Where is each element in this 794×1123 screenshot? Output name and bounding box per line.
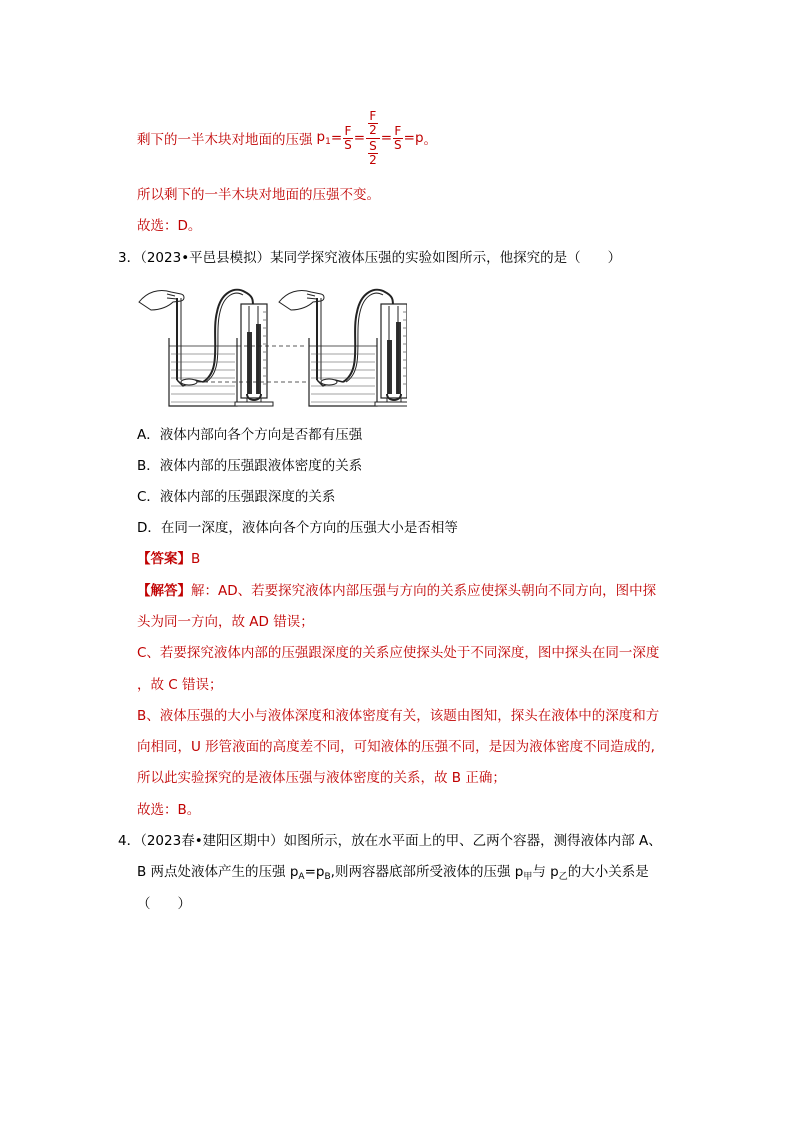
q3-analysis-line-3: C、若要探究液体内部的压强跟深度的关系应使探头处于不同深度，图中探头在同一深度: [137, 645, 660, 661]
equals-sign: =: [353, 130, 366, 146]
q3-analysis-line-5: B、液体压强的大小与液体深度和液体密度有关，该题由图知，探头在液体中的深度和方: [137, 708, 660, 724]
q3-analysis-line-1: 【解答】解：AD、若要探究液体内部压强与方向的关系应使探头朝向不同方向，图中探: [137, 583, 657, 599]
q4-number: 4．: [118, 833, 141, 849]
q3-stem-line: [118, 249, 621, 267]
liquid-pressure-experiment-figure: [137, 282, 407, 412]
fraction-half-f-over-half-s: $\frac{\frac{F}{2}}{\frac{S}{2}}$: [366, 110, 380, 167]
pressure-formula: [137, 100, 437, 176]
experiment-right: [279, 290, 407, 406]
q3-option-c: C．液体内部的压强跟深度的关系: [137, 489, 336, 505]
q4-source: （2023春•建阳区期中）: [140, 833, 284, 849]
q4-stem-line-2: B 两点处液体产生的压强 $p_A=p_B$,则两容器底部所受液体的压强 $p_甲$与 $p_乙$的大小关系是: [137, 864, 649, 882]
experiment-left: [139, 290, 273, 406]
p1-symbol: $p_1$: [316, 129, 331, 147]
q4-answer-blank: （ ）: [137, 896, 191, 912]
equals-sign: =: [330, 130, 343, 146]
equals-sign: =: [403, 130, 415, 146]
fraction-f-over-s: $\frac{F}{S}$: [344, 123, 352, 152]
q3-option-a: A．液体内部向各个方向是否都有压强: [137, 427, 363, 443]
q2-conclusion: 所以剩下的一半木块对地面的压强不变。: [137, 187, 380, 203]
q2-choice: 故选：D。: [137, 218, 202, 234]
q3-analysis-line-4: ，故 C 错误；: [137, 677, 223, 693]
q3-analysis-line-7: 所以此实验探究的是液体压强与液体密度的关系，故 B 正确；: [137, 770, 506, 786]
period: 。: [423, 132, 438, 148]
q3-stem: 某同学探究液体压强的实验如图所示，他探究的是（ ）: [270, 250, 622, 266]
formula-prefix: 剩下的一半木块对地面的压强: [137, 132, 313, 148]
q3-analysis-line-6: 向相同，U 形管液面的高度差不同，可知液体的压强不同，是因为液体密度不同造成的,: [137, 739, 655, 755]
q4-stem-line-1: 4．（2023春•建阳区期中）如图所示，放在水平面上的甲、乙两个容器，测得液体内部 A、: [118, 833, 662, 849]
q3-option-d: D．在同一深度，液体向各个方向的压强大小是否相等: [137, 520, 458, 536]
q3-source: （2023•平邑县模拟）: [140, 250, 271, 266]
q3-answer: [137, 550, 200, 568]
analysis-tag: 【解答】: [137, 583, 191, 599]
q3-option-b: B．液体内部的压强跟液体密度的关系: [137, 458, 363, 474]
answer-tag: 【答案】: [137, 551, 191, 567]
answer-value: B: [191, 551, 201, 567]
fraction-f-over-s-2: $\frac{F}{S}$: [394, 123, 402, 152]
q3-analysis-line-8: 故选：B。: [137, 802, 201, 818]
p-symbol: p: [414, 130, 424, 146]
q3-analysis-line-2: 头为同一方向，故 AD 错误；: [137, 614, 314, 630]
equals-sign: =: [380, 130, 393, 146]
q3-number: 3．: [118, 250, 141, 266]
